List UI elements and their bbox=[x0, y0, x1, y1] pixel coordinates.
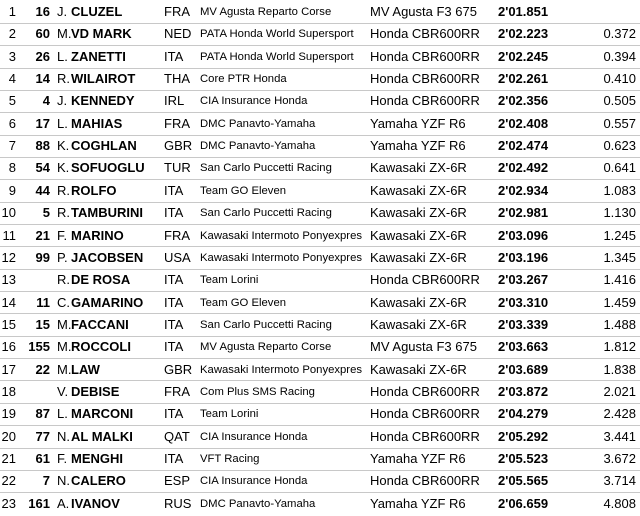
rider-surname: IVANOV bbox=[71, 495, 120, 511]
position: 12 bbox=[1, 249, 16, 265]
rider-initial: L. bbox=[57, 115, 68, 131]
rider-initial: M. bbox=[57, 316, 72, 332]
position: 6 bbox=[8, 115, 16, 131]
bike-model: Honda CBR600RR bbox=[370, 71, 480, 87]
position: 3 bbox=[8, 48, 16, 64]
table-row bbox=[0, 46, 640, 68]
bike-model: Kawasaki ZX-6R bbox=[370, 316, 467, 332]
rider-initial: L. bbox=[57, 406, 68, 422]
position: 7 bbox=[8, 138, 16, 154]
team-name: Team GO Eleven bbox=[200, 184, 287, 197]
rider-surname: ZANETTI bbox=[71, 48, 126, 64]
rider-surname: MARINO bbox=[71, 227, 124, 243]
gap-to-leader: 0.410 bbox=[603, 71, 636, 87]
lap-time: 2'03.196 bbox=[498, 249, 549, 265]
position: 16 bbox=[1, 339, 16, 355]
gap-to-leader: 1.488 bbox=[603, 316, 636, 332]
rider-initial: L. bbox=[57, 48, 68, 64]
rider-surname: ROCCOLI bbox=[71, 339, 131, 355]
position: 14 bbox=[1, 294, 16, 310]
rider-initial: M. bbox=[57, 339, 72, 355]
gap-to-leader: 2.021 bbox=[603, 383, 636, 399]
bike-model: Yamaha YZF R6 bbox=[370, 451, 466, 466]
rider-initial: F. bbox=[57, 227, 68, 243]
bike-model: MV Agusta F3 675 bbox=[370, 339, 477, 355]
team-name: CIA Insurance Honda bbox=[200, 430, 308, 443]
team-name: San Carlo Puccetti Racing bbox=[200, 162, 332, 175]
rider-initial: F. bbox=[57, 451, 68, 466]
nationality: ITA bbox=[164, 182, 184, 198]
nationality: FRA bbox=[164, 383, 190, 399]
lap-time: 2'03.267 bbox=[498, 272, 549, 288]
nationality: ITA bbox=[164, 339, 184, 355]
rider-surname: MAHIAS bbox=[71, 115, 123, 131]
rider-initial: N. bbox=[57, 473, 70, 489]
bike-model: Kawasaki ZX-6R bbox=[370, 294, 467, 310]
rider-initial: K. bbox=[57, 160, 70, 176]
gap-to-leader: 3.714 bbox=[603, 473, 636, 489]
lap-time: 2'02.474 bbox=[498, 138, 549, 154]
rider-number: 88 bbox=[35, 138, 50, 154]
team-name: Kawasaki Intermoto Ponyexpres bbox=[200, 251, 363, 264]
team-name: CIA Insurance Honda bbox=[200, 95, 308, 108]
lap-time: 2'02.245 bbox=[498, 48, 549, 64]
gap-to-leader: 2.428 bbox=[603, 406, 636, 422]
nationality: FRA bbox=[164, 115, 190, 131]
team-name: PATA Honda World Supersport bbox=[200, 50, 354, 63]
gap-to-leader: 0.641 bbox=[603, 160, 636, 176]
rider-surname: MENGHI bbox=[71, 451, 123, 466]
rider-initial: A. bbox=[57, 495, 70, 511]
table-row bbox=[0, 135, 640, 157]
lap-time: 2'02.981 bbox=[498, 205, 549, 221]
rider-initial: R. bbox=[57, 182, 70, 198]
gap-to-leader: 1.083 bbox=[603, 182, 636, 198]
nationality: USA bbox=[164, 249, 191, 265]
table-row bbox=[0, 23, 640, 45]
rider-surname: CALERO bbox=[71, 473, 126, 489]
rider-surname: COGHLAN bbox=[71, 138, 137, 154]
team-name: DMC Panavto-Yamaha bbox=[200, 140, 316, 153]
rider-surname: JACOBSEN bbox=[71, 249, 144, 265]
table-row bbox=[0, 493, 640, 515]
table-row bbox=[0, 68, 640, 90]
position: 5 bbox=[8, 93, 16, 109]
table-row bbox=[0, 292, 640, 314]
rider-initial: J. bbox=[57, 4, 68, 19]
gap-to-leader: 1.130 bbox=[603, 205, 636, 221]
team-name: MV Agusta Reparto Corse bbox=[200, 341, 332, 354]
nationality: TUR bbox=[164, 160, 191, 176]
rider-surname: WILAIROT bbox=[71, 71, 136, 87]
team-name: VFT Racing bbox=[200, 453, 260, 465]
position: 19 bbox=[1, 406, 16, 422]
rider-surname: ROLFO bbox=[71, 182, 117, 198]
table-row bbox=[0, 269, 640, 291]
nationality: ITA bbox=[164, 48, 184, 64]
gap-to-leader: 3.672 bbox=[603, 451, 636, 466]
table-row bbox=[0, 157, 640, 179]
rider-number: 77 bbox=[35, 428, 50, 444]
position: 4 bbox=[8, 71, 16, 87]
team-name: MV Agusta Reparto Corse bbox=[200, 6, 332, 18]
lap-time: 2'05.292 bbox=[498, 428, 549, 444]
table-row bbox=[0, 359, 640, 381]
rider-number: 161 bbox=[28, 495, 50, 511]
lap-time: 2'02.261 bbox=[498, 71, 549, 87]
team-name: Team GO Eleven bbox=[200, 296, 287, 309]
gap-to-leader: 1.416 bbox=[603, 272, 636, 288]
rider-number: 44 bbox=[35, 182, 50, 198]
position: 8 bbox=[8, 160, 16, 176]
position: 21 bbox=[1, 451, 16, 466]
rider-surname: CLUZEL bbox=[71, 4, 123, 19]
gap-to-leader: 4.808 bbox=[603, 495, 636, 511]
rider-surname: FACCANI bbox=[71, 316, 129, 332]
lap-time: 2'03.339 bbox=[498, 316, 549, 332]
bike-model: Honda CBR600RR bbox=[370, 473, 480, 489]
bike-model: Honda CBR600RR bbox=[370, 428, 480, 444]
nationality: ITA bbox=[164, 294, 184, 310]
rider-number: 16 bbox=[35, 4, 50, 19]
nationality: IRL bbox=[164, 93, 185, 109]
rider-number: 60 bbox=[35, 26, 50, 42]
bike-model: Yamaha YZF R6 bbox=[370, 115, 466, 131]
bike-model: Honda CBR600RR bbox=[370, 26, 480, 42]
gap-to-leader: 1.838 bbox=[603, 361, 636, 377]
gap-to-leader: 0.623 bbox=[603, 138, 636, 154]
rider-initial: P. bbox=[57, 249, 68, 265]
position: 17 bbox=[1, 361, 16, 377]
bike-model: Honda CBR600RR bbox=[370, 406, 480, 422]
nationality: ITA bbox=[164, 272, 184, 288]
table-row bbox=[0, 381, 640, 403]
lap-time: 2'03.663 bbox=[498, 339, 549, 355]
nationality: GBR bbox=[164, 138, 193, 154]
rider-surname: SOFUOGLU bbox=[71, 160, 145, 176]
rider-number: 15 bbox=[35, 316, 50, 332]
bike-model: Yamaha YZF R6 bbox=[370, 495, 466, 511]
team-name: DMC Panavto-Yamaha bbox=[200, 117, 316, 130]
rider-initial: R. bbox=[57, 205, 70, 221]
rider-surname: MARCONI bbox=[71, 406, 134, 422]
lap-time: 2'02.408 bbox=[498, 115, 549, 131]
gap-to-leader: 1.812 bbox=[603, 339, 636, 355]
bike-model: Honda CBR600RR bbox=[370, 272, 480, 288]
table-row bbox=[0, 470, 640, 492]
position: 13 bbox=[1, 272, 16, 288]
rider-initial: R. bbox=[57, 272, 70, 288]
lap-time: 2'02.492 bbox=[498, 160, 549, 176]
table-row bbox=[0, 225, 640, 247]
table-row bbox=[0, 180, 640, 202]
position: 10 bbox=[1, 205, 16, 221]
nationality: RUS bbox=[164, 495, 192, 511]
table-row bbox=[0, 448, 640, 470]
bike-model: Kawasaki ZX-6R bbox=[370, 205, 467, 221]
nationality: QAT bbox=[164, 428, 190, 444]
team-name: Core PTR Honda bbox=[200, 73, 287, 86]
nationality: ESP bbox=[164, 473, 191, 489]
lap-time: 2'06.659 bbox=[498, 495, 549, 511]
table-row bbox=[0, 113, 640, 135]
rider-surname: LAW bbox=[71, 361, 100, 377]
lap-time: 2'03.310 bbox=[498, 294, 549, 310]
rider-surname: AL MALKI bbox=[71, 428, 133, 444]
nationality: ITA bbox=[164, 406, 184, 422]
nationality: FRA bbox=[164, 4, 190, 19]
lap-time: 2'02.934 bbox=[498, 182, 549, 198]
rider-initial: M. bbox=[57, 361, 72, 377]
team-name: PATA Honda World Supersport bbox=[200, 28, 354, 41]
position: 22 bbox=[1, 473, 16, 489]
position: 23 bbox=[1, 495, 16, 511]
nationality: NED bbox=[164, 26, 192, 42]
table-row bbox=[0, 336, 640, 358]
team-name: Kawasaki Intermoto Ponyexpres bbox=[200, 363, 363, 376]
rider-surname: DEBISE bbox=[71, 383, 120, 399]
gap-to-leader: 1.345 bbox=[603, 249, 636, 265]
rider-surname: TAMBURINI bbox=[71, 205, 143, 221]
bike-model: Kawasaki ZX-6R bbox=[370, 249, 467, 265]
team-name: Team Lorini bbox=[200, 274, 259, 287]
rider-number: 26 bbox=[35, 48, 50, 64]
rider-number: 11 bbox=[36, 294, 50, 310]
rider-initial: C. bbox=[57, 294, 70, 310]
rider-initial: J. bbox=[57, 93, 68, 109]
lap-time: 2'02.223 bbox=[498, 26, 549, 42]
table-row bbox=[0, 314, 640, 336]
lap-time: 2'05.565 bbox=[498, 473, 549, 489]
lap-time: 2'02.356 bbox=[498, 93, 549, 109]
lap-time: 2'01.851 bbox=[498, 4, 549, 19]
lap-time: 2'03.096 bbox=[498, 227, 549, 243]
bike-model: Honda CBR600RR bbox=[370, 48, 480, 64]
bike-model: Kawasaki ZX-6R bbox=[370, 160, 467, 176]
nationality: FRA bbox=[164, 227, 190, 243]
gap-to-leader: 0.557 bbox=[603, 115, 636, 131]
rider-number: 21 bbox=[35, 227, 50, 243]
rider-initial: R. bbox=[57, 71, 70, 87]
gap-to-leader: 0.394 bbox=[603, 48, 636, 64]
position: 18 bbox=[1, 383, 16, 399]
gap-to-leader: 0.505 bbox=[603, 93, 636, 109]
rider-number: 7 bbox=[42, 473, 50, 489]
rider-number: 155 bbox=[28, 339, 50, 355]
lap-time: 2'03.872 bbox=[498, 383, 549, 399]
position: 20 bbox=[1, 428, 16, 444]
gap-to-leader: 1.459 bbox=[603, 294, 636, 310]
team-name: San Carlo Puccetti Racing bbox=[200, 318, 332, 331]
rider-initial: M. bbox=[57, 26, 72, 42]
rider-number: 17 bbox=[35, 115, 50, 131]
table-row bbox=[0, 90, 640, 112]
gap-to-leader: 0.372 bbox=[603, 26, 636, 42]
nationality: ITA bbox=[164, 316, 184, 332]
bike-model: Kawasaki ZX-6R bbox=[370, 361, 467, 377]
team-name: Team Lorini bbox=[200, 408, 259, 421]
rider-initial: N. bbox=[57, 428, 70, 444]
rider-initial: V. bbox=[57, 383, 69, 399]
rider-surname: GAMARINO bbox=[71, 294, 144, 310]
table-row bbox=[0, 247, 640, 269]
rider-number: 22 bbox=[35, 361, 50, 377]
rider-number: 54 bbox=[35, 160, 50, 176]
position: 9 bbox=[8, 182, 16, 198]
team-name: CIA Insurance Honda bbox=[200, 475, 308, 488]
position: 11 bbox=[2, 227, 16, 243]
rider-initial: K. bbox=[57, 138, 70, 154]
team-name: DMC Panavto-Yamaha bbox=[200, 497, 316, 510]
bike-model: Kawasaki ZX-6R bbox=[370, 227, 467, 243]
position: 1 bbox=[8, 4, 16, 19]
team-name: San Carlo Puccetti Racing bbox=[200, 207, 332, 220]
rider-number: 99 bbox=[35, 249, 50, 265]
position: 2 bbox=[8, 26, 16, 42]
table-row bbox=[0, 426, 640, 448]
nationality: ITA bbox=[164, 205, 184, 221]
rider-number: 87 bbox=[35, 406, 50, 422]
rider-number bbox=[20, 269, 50, 291]
rider-surname: VD MARK bbox=[71, 26, 132, 42]
table-row bbox=[0, 403, 640, 425]
bike-model: Kawasaki ZX-6R bbox=[370, 182, 467, 198]
lap-time: 2'03.689 bbox=[498, 361, 549, 377]
nationality: THA bbox=[164, 71, 190, 87]
rider-number: 5 bbox=[42, 205, 50, 221]
bike-model: Yamaha YZF R6 bbox=[370, 138, 466, 154]
gap-to-leader: 3.441 bbox=[603, 428, 636, 444]
rider-surname: KENNEDY bbox=[71, 93, 135, 109]
rider-number: 14 bbox=[35, 71, 50, 87]
bike-model: MV Agusta F3 675 bbox=[370, 4, 477, 19]
position: 15 bbox=[1, 316, 16, 332]
team-name: Kawasaki Intermoto Ponyexpres bbox=[200, 229, 363, 242]
lap-time: 2'05.523 bbox=[498, 451, 549, 466]
gap-to-leader bbox=[588, 1, 636, 23]
rider-surname: DE ROSA bbox=[71, 272, 131, 288]
nationality: GBR bbox=[164, 361, 193, 377]
rider-number: 61 bbox=[35, 451, 50, 466]
lap-time: 2'04.279 bbox=[498, 406, 549, 422]
gap-to-leader: 1.245 bbox=[603, 227, 636, 243]
team-name: Com Plus SMS Racing bbox=[200, 385, 315, 398]
rider-number bbox=[20, 381, 50, 403]
table-row bbox=[0, 202, 640, 224]
bike-model: Honda CBR600RR bbox=[370, 383, 480, 399]
table-row bbox=[0, 1, 640, 23]
nationality: ITA bbox=[164, 451, 184, 466]
rider-number: 4 bbox=[42, 93, 50, 109]
bike-model: Honda CBR600RR bbox=[370, 93, 480, 109]
